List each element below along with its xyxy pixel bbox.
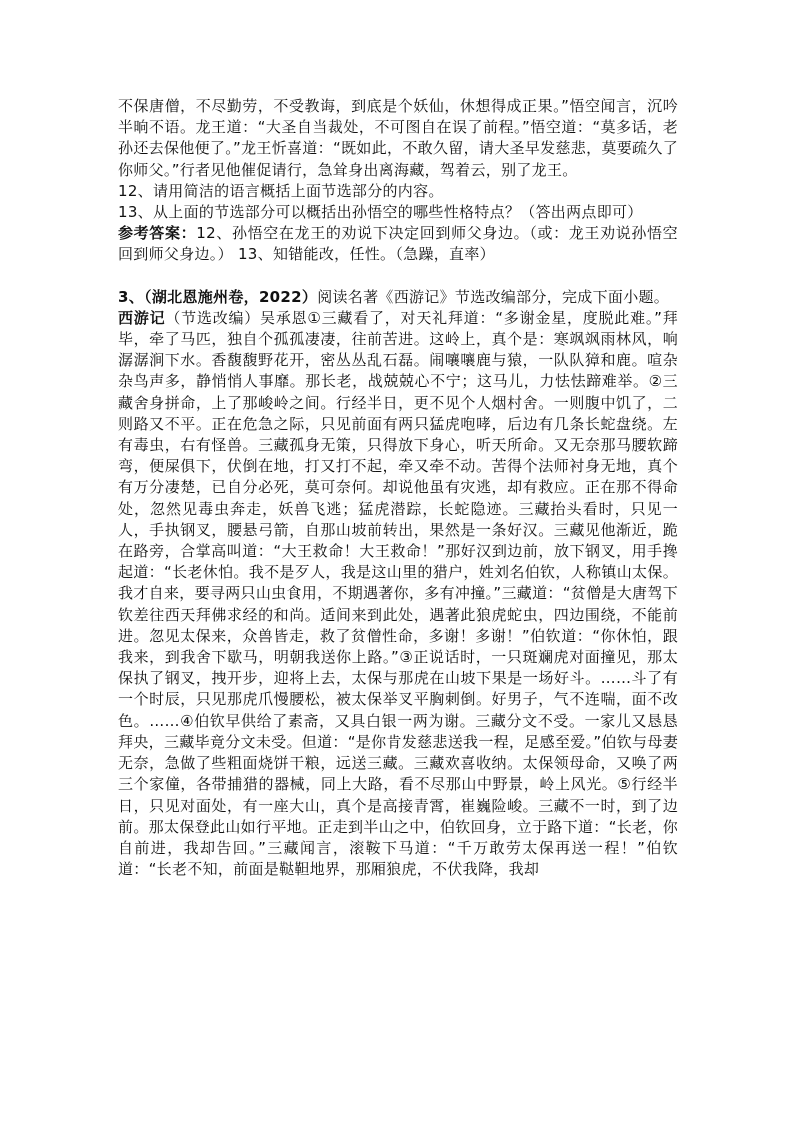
passage-paragraph xyxy=(118,308,678,880)
paragraph-dialogue: 不保唐僧，不尽勤劳，不受教诲，到底是个妖仙，休想得成正果。”悟空闻言，沉吟半晌不语。龙王道：“大圣自当裁处，不可图自在误了前程。”悟空道：“莫多话，老孙还去保他便了。”龙王忻喜道：“既如此，不敢久留，请大圣早发慈悲，莫要疏久了你师父。”行者见他催促请行，急耸身出离海藏，驾着云，别了龙王。 xyxy=(118,97,678,179)
question-13-text: 13、从上面的节选部分可以概括出孙悟空的哪些性格特点？（答出两点即可） xyxy=(118,203,643,222)
question-13 xyxy=(118,202,678,223)
section-3-heading xyxy=(118,287,678,308)
answer-text: 12、孙悟空在龙王的劝说下决定回到师父身边。（或：龙王劝说孙悟空回到师父身边。） 13、知错能改，任性。（急躁，直率） xyxy=(118,224,678,264)
document-body xyxy=(118,96,678,880)
section-3-instruction: 阅读名著《西游记》节选改编部分，完成下面小题。 xyxy=(317,287,670,306)
question-12: 12、请用简洁的语言概括上面节选部分的内容。 xyxy=(118,181,444,200)
spacer xyxy=(118,266,678,287)
section-3-source: 3、（湖北恩施州卷，2022） xyxy=(118,287,318,306)
answer-paragraph xyxy=(118,223,678,265)
passage-text: （节选改编）吴承恩①三藏看了，对天礼拜道：“多谢金星，度脱此难。”拜毕，牵了马匹，独自个孤孤凄凄，往前苦进。这岭上，真个是：寒飒飒雨林风，响潺潺涧下水。香馥馥野花开，密丛丛乱石磊。闹嚷嚷鹿与猿，一队队獐和鹿。喧杂杂鸟声多，静悄悄人事靡。那长老，战兢兢心不宁；这马儿，力怯怯蹄难举。②三藏舍身拼命，上了那峻岭之间。行经半日，更不见个人烟村舍。一则腹中饥了，二则路又不平。正在危急之际，只见前面有两只猛虎咆哮，后边有几条长蛇盘绕。左有毒虫，右有怪兽。三藏孤身无策，只得放下身心，听天所命。又无奈那马腰软蹄弯，便屎俱下，伏倒在地，打又打不起，牵又牵不动。苦得个法师衬身无地，真个有万分凄楚，已自分必死，莫可奈何。却说他虽有灾逃，却有救应。正在那不得命处，忽然见毒虫奔走，妖兽飞逃；猛虎潜踪，长蛇隐迹。三藏抬头看时，只见一人，手执钢叉，腰悬弓箭，自那山坡前转出，果然是一条好汉。三藏见他渐近，跪在路旁，合掌高叫道：“大王救命！大王救命！”那好汉到边前，放下钢叉，用手搀起道：“长老休怕。我不是歹人，我是这山里的猎户，姓刘名伯钦，人称镇山太保。我才自来，要寻两只山虫食用，不期遇著你，多有冲撞。”三藏道：“贫僧是大唐驾下钦差往西天拜佛求经的和尚。适间来到此处，遇著此狼虎蛇虫，四边围绕，不能前进。忽见太保来，众兽皆走，救了贫僧性命，多谢！多谢！”伯钦道：“你休怕，跟我来，到我舍下歇马，明朝我送你上路。”③正说话时，一只斑斓虎对面撞见，那太保执了钢叉，拽开步，迎将上去，太保与那虎在山坡下果是一场好斗。……斗了有一个时辰，只见那虎爪慢腰松，被太保举叉平胸刺倒。好男子，气不连喘，面不改色。……④伯钦早供给了素斋，又具白银一两为谢。三藏分文不受。一家儿又恳恳拜央，三藏毕竟分文未受。但道：“是你肯发慈悲送我一程，足感至爱。”伯钦与母妻无奈，急做了些粗面烧饼干粮，远送三藏。三藏欢喜收纳。太保领母命，又唤了两三个家僮，各带捕猎的器械，同上大路，看不尽那山中野景，岭上风光。⑤行经半日，只见对面处，有一座大山，真个是高接青霄，崔巍险峻。三藏不一时，到了边前。那太保登此山如行平地。正走到半山之中，伯钦回身，立于路下道：“长老，你自前进，我却告回。”三藏闻言，滚鞍下马道：“千万敢劳太保再送一程！”伯钦道：“长老不知，前面是鞑靼地界，那厢狼虎，不伏我降，我却 xyxy=(118,308,678,879)
answer-label: 参考答案： xyxy=(118,224,197,243)
passage-title: 西游记 xyxy=(118,308,166,327)
